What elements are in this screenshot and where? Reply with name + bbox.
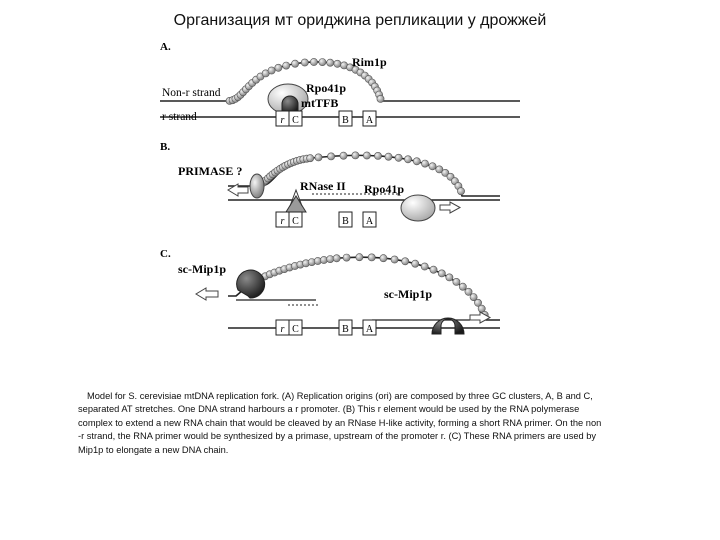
rim1p-bead (319, 59, 326, 66)
rim1p-bead (268, 67, 275, 74)
mttfb-label: mtTFB (301, 96, 339, 110)
rim1p-bead (430, 266, 437, 273)
rim1p-bead (334, 60, 341, 67)
caption-line-5: Mip1p to elongate a new DNA chain. (78, 444, 229, 455)
mip1p-left-shape (237, 270, 265, 298)
caption-line-4: -r strand, the RNA primer would be synthesized by a primase, upstream of the promoter r. (C) These RNA primers are used by (78, 431, 597, 442)
rim1p-beads-c (244, 254, 488, 319)
rim1p-bead (283, 62, 290, 69)
rim1p-beads-b (260, 152, 465, 195)
rim1p-bead (340, 152, 347, 159)
slide-title: Организация мт ориджина репликации у дрожжей (173, 12, 547, 29)
rim1p-bead (391, 256, 398, 263)
non-r-strand-line-c (228, 257, 500, 320)
mip1p-left-arrow-icon (196, 288, 218, 300)
rim1p-bead (429, 163, 436, 170)
rim1p-bead (310, 58, 317, 65)
rim1p-bead (395, 154, 402, 161)
rim1p-bead (446, 274, 453, 281)
rim1p-bead (380, 255, 387, 262)
rim1p-bead (459, 283, 466, 290)
rim1p-bead (457, 188, 464, 195)
rpo41p-arrow-icon (440, 202, 460, 213)
rim1p-bead (438, 270, 445, 277)
primase-shape (250, 174, 264, 198)
rim1p-bead (385, 153, 392, 160)
rnase-label: RNase II (300, 179, 346, 193)
rim1p-bead (412, 260, 419, 267)
rpo41p-label-b: Rpo41p (364, 182, 405, 196)
rpo41p-shape-b (401, 195, 435, 221)
rim1p-bead (421, 263, 428, 270)
rim1p-bead (275, 64, 282, 71)
caption-line-3: complex to extend a new RNA chain that would be cleaved by an RNase H-like activity, forming a short RNA primer. On the non (78, 417, 602, 428)
box-c-label: C (292, 115, 299, 126)
box-b-label: B (342, 115, 349, 126)
box-a-label: A (365, 115, 374, 126)
panel-a-letter: A. (160, 41, 171, 53)
box-a-label: A (365, 324, 374, 335)
box-a-label: A (365, 216, 374, 227)
rim1p-bead (368, 254, 375, 261)
panel-b-letter: B. (160, 141, 171, 153)
rim1p-label: Rim1p (352, 55, 387, 69)
rpo41p-label: Rpo41p (306, 81, 347, 95)
caption-line-2: separated AT stretches. One DNA strand harbours a r promoter. (B) This r element would be used by the RNA polymerase (78, 404, 580, 415)
rim1p-bead (402, 258, 409, 265)
panel-b (160, 141, 500, 227)
rim1p-bead (301, 59, 308, 66)
origin-boxes-b (276, 212, 376, 227)
panel-c-letter: C. (160, 248, 171, 260)
rnase-shape (286, 196, 306, 212)
mip1p-right-label: sc-Mip1p (384, 287, 432, 301)
rim1p-bead (327, 59, 334, 66)
primase-label: PRIMASE ? (178, 164, 243, 178)
rim1p-bead (292, 60, 299, 67)
box-b-label: B (342, 216, 349, 227)
non-r-strand-label: Non-r strand (162, 87, 221, 99)
r-strand-label: r strand (162, 111, 197, 123)
box-b-label: B (342, 324, 349, 335)
mip1p-left-label: sc-Mip1p (178, 262, 226, 276)
rim1p-bead (315, 154, 322, 161)
box-r-label: r (280, 115, 285, 126)
caption-line-1: Model for S. cerevisiae mtDNA replication fork. (A) Replication origins (ori) are composed by three GC clusters, A, B and C, (87, 391, 593, 401)
box-r-label: r (280, 216, 285, 227)
box-r-label: r (280, 324, 285, 335)
origin-boxes-a (276, 111, 376, 126)
rim1p-bead (374, 152, 381, 159)
rim1p-bead (377, 95, 384, 102)
panel-a (160, 41, 520, 126)
rim1p-bead (413, 158, 420, 165)
box-c-label: C (292, 216, 299, 227)
rim1p-bead (453, 278, 460, 285)
box-c-label: C (292, 324, 299, 335)
panel-c (160, 248, 500, 335)
figure-caption (78, 390, 650, 457)
rim1p-bead (333, 255, 340, 262)
mttfb-shape (282, 96, 298, 113)
rim1p-bead (363, 152, 370, 159)
rim1p-bead (327, 256, 334, 263)
rim1p-bead (404, 156, 411, 163)
rim1p-bead (352, 152, 359, 159)
rim1p-bead (328, 153, 335, 160)
rim1p-bead (343, 254, 350, 261)
rim1p-bead (421, 160, 428, 167)
rim1p-bead (356, 254, 363, 261)
rim1p-bead (307, 155, 314, 162)
